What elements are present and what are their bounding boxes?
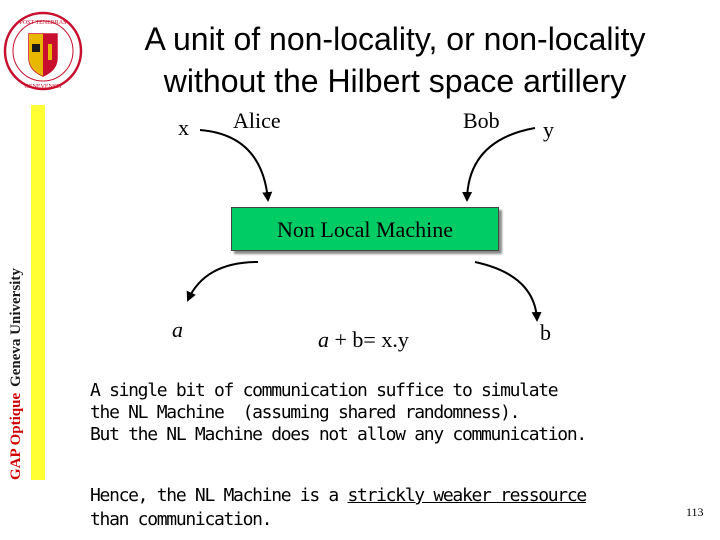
conclusion-paragraph (90, 484, 670, 532)
output-b: b (540, 320, 551, 345)
arrow-machine-to-b (475, 262, 537, 320)
title-line-1: A unit of non-locality, or non-locality (144, 21, 646, 57)
arrow-bob-to-machine (467, 128, 535, 200)
conclusion-end: than communication. (90, 509, 272, 530)
svg-text:GENEVENSIS: GENEVENSIS (24, 84, 62, 90)
explanation-paragraph (90, 380, 690, 446)
relation-label (318, 327, 409, 353)
explanation-line-1: A single bit of communication suffice to simulate (90, 380, 558, 401)
conclusion-underlined: strickly weaker ressource (347, 485, 586, 506)
title-line-2: without the Hilbert space artillery (163, 63, 627, 99)
input-y: y (543, 117, 554, 142)
input-x: x (178, 115, 189, 140)
page-number: 113 (686, 505, 704, 519)
conclusion-start: Hence, the NL Machine is a (90, 485, 348, 506)
output-a: a (172, 317, 183, 342)
side-label-gap: GAP Optique (8, 392, 24, 480)
relation-a: a (318, 327, 329, 352)
side-label-university: Geneva University (8, 268, 24, 387)
bob-label: Bob (463, 108, 500, 133)
non-local-machine-box: Non Local Machine (231, 207, 499, 251)
explanation-line-2: the NL Machine (assuming shared randomness). (90, 402, 520, 423)
arrow-machine-to-a (188, 262, 258, 300)
svg-text:POST TENEBRAS: POST TENEBRAS (19, 20, 67, 26)
arrow-alice-to-machine (200, 130, 268, 200)
explanation-line-3: But the NL Machine does not allow any communication. (90, 424, 586, 445)
alice-label: Alice (233, 108, 281, 133)
relation-rest: + b= x.y (334, 327, 409, 352)
